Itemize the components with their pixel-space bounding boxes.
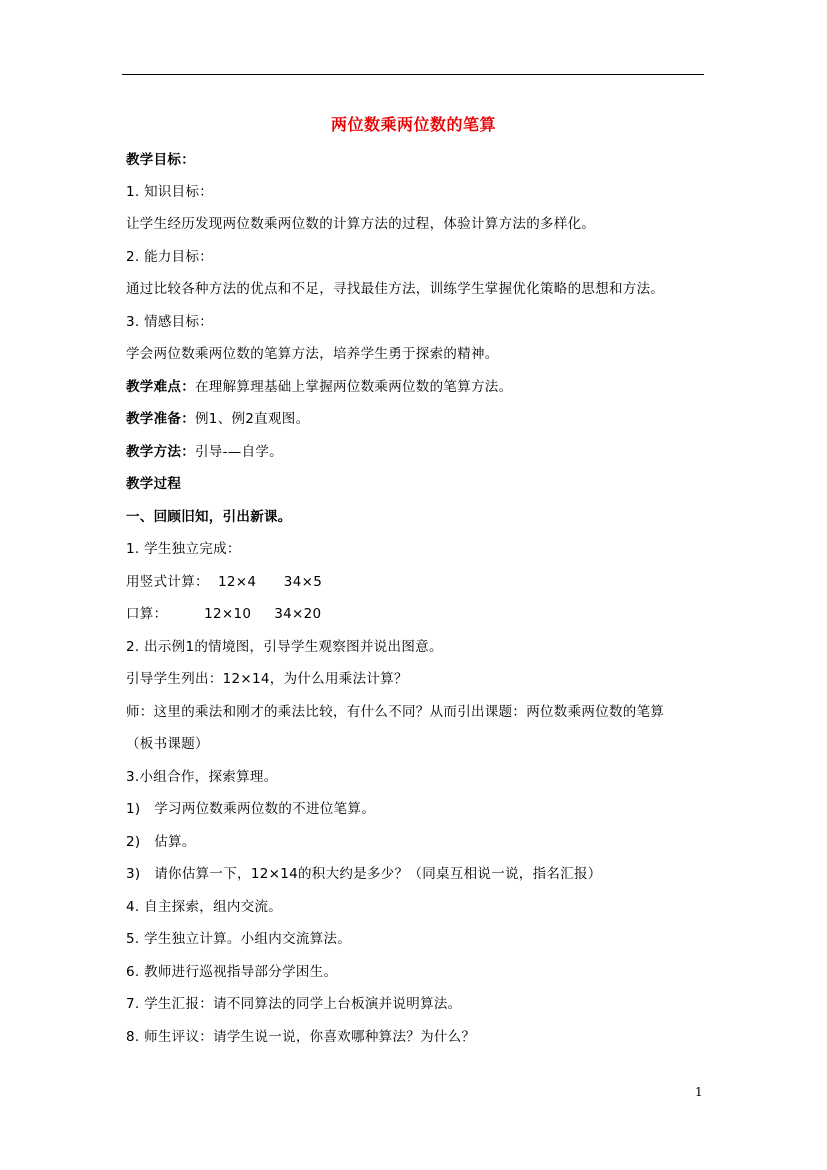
line-text: 例1、例2直观图。 bbox=[195, 411, 310, 427]
paragraph-line bbox=[126, 377, 512, 397]
bold-label: 教学目标： bbox=[126, 152, 195, 168]
bold-label: 教学过程 bbox=[126, 476, 182, 492]
paragraph-line bbox=[126, 767, 277, 787]
paragraph-line bbox=[126, 799, 375, 819]
line-text: 2) 估算。 bbox=[126, 834, 196, 850]
paragraph-line bbox=[126, 604, 321, 624]
paragraph-line bbox=[126, 409, 309, 429]
bold-label: 教学方法： bbox=[126, 444, 195, 460]
heading-section-one bbox=[126, 507, 292, 527]
line-text: （板书课题） bbox=[126, 736, 209, 752]
line-text: 5. 学生独立计算。小组内交流算法。 bbox=[126, 931, 352, 947]
line-text: 2. 出示例1的情境图，引导学生观察图并说出图意。 bbox=[126, 639, 443, 655]
heading-process bbox=[126, 474, 181, 494]
paragraph-line bbox=[126, 637, 443, 657]
paragraph-line bbox=[126, 572, 322, 592]
line-text: 在理解算理基础上掌握两位数乘两位数的笔算方法。 bbox=[195, 379, 513, 395]
line-text: 口算： 12×10 34×20 bbox=[126, 606, 322, 622]
line-text: 2. 能力目标： bbox=[126, 249, 214, 265]
paragraph-line bbox=[126, 864, 602, 884]
line-text: 1. 知识目标： bbox=[126, 184, 214, 200]
paragraph-line bbox=[126, 702, 664, 722]
header-rule bbox=[122, 74, 704, 75]
paragraph-line bbox=[126, 312, 213, 332]
heading-goals bbox=[126, 150, 195, 170]
line-text: 6. 教师进行巡视指导部分学困生。 bbox=[126, 964, 338, 980]
paragraph-line bbox=[126, 442, 283, 462]
bold-label: 教学难点： bbox=[126, 379, 195, 395]
paragraph-line bbox=[126, 247, 213, 267]
bold-label: 一、回顾旧知，引出新课。 bbox=[126, 509, 292, 525]
paragraph-line bbox=[126, 897, 282, 917]
paragraph-line bbox=[126, 929, 351, 949]
document-title: 两位数乘两位数的笔算 bbox=[330, 115, 496, 134]
line-text: 让学生经历发现两位数乘两位数的计算方法的过程，体验计算方法的多样化。 bbox=[126, 216, 596, 232]
page-number: 1 bbox=[695, 1085, 703, 1099]
line-text: 师：这里的乘法和刚才的乘法比较，有什么不同？从而引出课题：两位数乘两位数的笔算 bbox=[126, 704, 665, 720]
line-text: 用竖式计算： 12×4 34×5 bbox=[126, 574, 323, 590]
line-text: 引导-—自学。 bbox=[195, 444, 283, 460]
line-text: 3. 情感目标： bbox=[126, 314, 214, 330]
paragraph-line bbox=[126, 539, 241, 559]
line-text: 7. 学生汇报：请不同算法的同学上台板演并说明算法。 bbox=[126, 996, 462, 1012]
paragraph-line bbox=[126, 734, 209, 754]
line-text: 8. 师生评议：请学生说一说，你喜欢哪种算法？为什么？ bbox=[126, 1029, 476, 1045]
line-text: 4. 自主探索，组内交流。 bbox=[126, 899, 283, 915]
paragraph-line bbox=[126, 962, 337, 982]
paragraph-line bbox=[126, 1027, 475, 1047]
paragraph-line bbox=[126, 344, 499, 364]
paragraph-line bbox=[126, 832, 196, 852]
paragraph-line bbox=[126, 994, 461, 1014]
line-text: 1) 学习两位数乘两位数的不进位笔算。 bbox=[126, 801, 376, 817]
paragraph-line bbox=[126, 669, 408, 689]
paragraph-line bbox=[126, 279, 664, 299]
paragraph-line bbox=[126, 214, 595, 234]
bold-label: 教学准备： bbox=[126, 411, 195, 427]
line-text: 引导学生列出：12×14，为什么用乘法计算？ bbox=[126, 671, 408, 687]
paragraph-line bbox=[126, 182, 213, 202]
line-text: 学会两位数乘两位数的笔算方法，培养学生勇于探索的精神。 bbox=[126, 346, 499, 362]
line-text: 1. 学生独立完成： bbox=[126, 541, 241, 557]
line-text: 3) 请你估算一下，12×14的积大约是多少？（同桌互相说一说，指名汇报） bbox=[126, 866, 602, 882]
line-text: 3.小组合作，探索算理。 bbox=[126, 769, 278, 785]
line-text: 通过比较各种方法的优点和不足，寻找最佳方法，训练学生掌握优化策略的思想和方法。 bbox=[126, 281, 665, 297]
